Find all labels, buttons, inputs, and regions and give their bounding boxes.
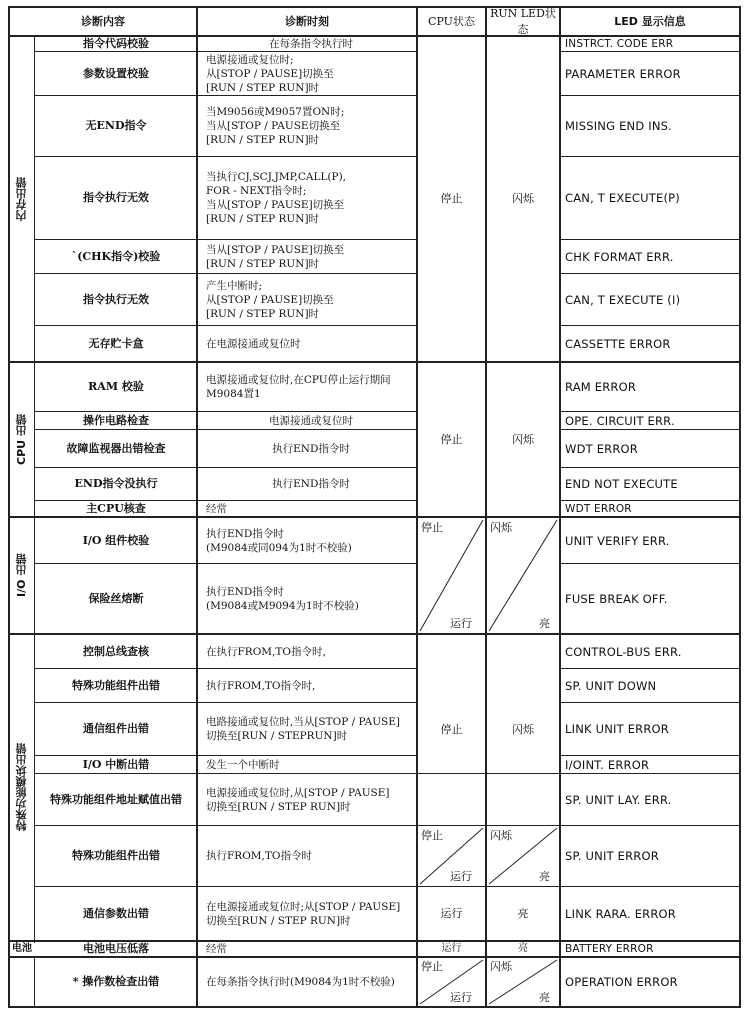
run-led-battery: 亮 bbox=[518, 943, 528, 954]
diagnosis-time bbox=[198, 52, 416, 95]
diagnosis-content: 主CPU核查 bbox=[86, 501, 146, 515]
diagnosis-time-line: 当M9056或M9057置ON时; bbox=[206, 106, 345, 118]
diagnosis-time-line: 执行FROM,TO指令时, bbox=[206, 679, 316, 692]
led-message: OPE. CIRCUIT ERR. bbox=[565, 413, 675, 428]
diagnosis-content: * 操作数检查出错 bbox=[72, 975, 160, 988]
category-special: 特殊功能模块出错 bbox=[15, 743, 28, 832]
diagnosis-time-line: [RUN / STEP RUN]时 bbox=[206, 307, 320, 320]
diagnosis-time bbox=[198, 412, 416, 429]
diagnosis-content: 无存贮卡盒 bbox=[88, 336, 144, 350]
diagnosis-time-line: 切换至[RUN / STEP RUN]时 bbox=[206, 800, 351, 813]
diagnosis-time-line: 在每条指令执行时 bbox=[269, 38, 353, 50]
diagnosis-time-line: 电源接通或复位时,从[STOP / PAUSE] bbox=[206, 786, 390, 799]
run-led-special: 闪烁 bbox=[512, 723, 534, 736]
diagnosis-table bbox=[8, 6, 741, 1008]
diagnosis-time-line: 在电源接通或复位时;从[STOP / PAUSE] bbox=[206, 900, 401, 913]
cpu-status-link-para: 运行 bbox=[440, 906, 463, 920]
cpu-status-op-run: 运行 bbox=[450, 991, 472, 1004]
diagnosis-time-line: 当从[STOP / PAUSE]切换至 bbox=[206, 199, 345, 211]
run-led-memory: 闪烁 bbox=[512, 192, 534, 205]
led-message: INSTRCT. CODE ERR bbox=[565, 38, 674, 50]
run-led-sp-on: 亮 bbox=[539, 870, 550, 883]
diagnosis-time-line: 当从[STOP / PAUSE切换至 bbox=[206, 120, 341, 132]
diagnosis-time-line: 执行END指令时 bbox=[272, 442, 350, 455]
diagnosis-content: 通信组件出错 bbox=[83, 722, 149, 735]
led-message: LINK RARA. ERROR bbox=[565, 906, 676, 921]
diagnosis-time bbox=[198, 326, 416, 361]
diagnosis-time-line: 当从[STOP / PAUSE]切换至 bbox=[206, 243, 345, 256]
diagnosis-time bbox=[198, 887, 416, 940]
led-message: RAM ERROR bbox=[565, 380, 637, 394]
diagnosis-time bbox=[198, 958, 416, 1006]
diagnosis-time-line: 电源接通或复位时; bbox=[206, 53, 294, 66]
led-message: PARAMETER ERROR bbox=[565, 66, 681, 81]
header-content: 诊断内容 bbox=[81, 14, 125, 28]
diagnosis-content: 特殊功能组件出错 bbox=[72, 678, 160, 692]
diagnosis-content: 参数设置校验 bbox=[83, 66, 149, 80]
led-message: I/OINT. ERROR bbox=[565, 757, 650, 772]
led-message: CAN, T EXECUTE(P) bbox=[565, 191, 680, 205]
diagnosis-time-line: 执行END指令时 bbox=[206, 585, 284, 598]
led-message: CAN, T EXECUTE (I) bbox=[565, 292, 681, 307]
cpu-status-op-stop: 停止 bbox=[421, 960, 443, 973]
run-led-op-on: 亮 bbox=[539, 991, 550, 1004]
diagnosis-content: 指令执行无效 bbox=[83, 292, 149, 306]
diagnosis-time-line: 经常 bbox=[206, 502, 227, 515]
diagnosis-content: `(CHK指令)校验 bbox=[71, 249, 161, 263]
cpu-status-battery: 运行 bbox=[441, 943, 462, 954]
diagnosis-time bbox=[198, 468, 416, 500]
diagnosis-content: 指令代码校验 bbox=[83, 37, 149, 50]
led-message: SP. UNIT ERROR bbox=[565, 849, 659, 863]
diagnosis-time-line: FOR - NEXT指令时; bbox=[206, 185, 307, 197]
diagnosis-time-line: 切换至[RUN / STEPRUN]时 bbox=[206, 730, 348, 742]
diagnosis-time-line: M9084置1 bbox=[206, 388, 261, 400]
led-message: LINK UNIT ERROR bbox=[565, 722, 669, 736]
category-battery: 电池 bbox=[12, 943, 32, 954]
run-led-io-on: 亮 bbox=[539, 617, 550, 630]
diagnosis-content: 指令执行无效 bbox=[83, 191, 149, 204]
diagnosis-time bbox=[198, 703, 416, 755]
diagnosis-time bbox=[198, 774, 416, 825]
cpu-status-special: 停止 bbox=[440, 723, 463, 736]
diagnosis-content: 电池电压低落 bbox=[83, 942, 149, 955]
diagnosis-time bbox=[198, 826, 416, 886]
diagnosis-content: I/O 中断出错 bbox=[82, 757, 150, 771]
diagnosis-time-line: 发生一个中断时 bbox=[206, 758, 280, 771]
diagnosis-content: 保险丝熔断 bbox=[88, 591, 144, 605]
diagnosis-time bbox=[198, 635, 416, 668]
diagnosis-time-line: 在电源接通或复位时 bbox=[206, 337, 301, 350]
cpu-status-cpu: 停止 bbox=[440, 432, 463, 446]
diagnosis-time bbox=[198, 501, 416, 516]
led-message: END NOT EXECUTE bbox=[565, 477, 678, 491]
diagnosis-content: 故障监视器出错检查 bbox=[66, 441, 166, 455]
diagnosis-time-line: [RUN / STEP RUN]时 bbox=[206, 134, 320, 146]
run-led-op-flash: 闪烁 bbox=[490, 960, 512, 973]
cpu-status-sp-stop: 停止 bbox=[421, 829, 443, 842]
diagnosis-content: 无END指令 bbox=[85, 119, 147, 132]
diagnosis-content: END指令没执行 bbox=[74, 477, 158, 490]
header-led: LED 显示信息 bbox=[614, 14, 686, 28]
diagnosis-time-line: 在每条指令执行时(M9084为1时不校验) bbox=[206, 976, 395, 988]
diagnosis-time-line: [RUN / STEP RUN]时 bbox=[206, 257, 320, 270]
run-led-cpu: 闪烁 bbox=[512, 432, 534, 446]
diagnosis-time-line: 执行END指令时 bbox=[272, 478, 350, 490]
diagnosis-time-line: [RUN / STEP RUN]时 bbox=[206, 81, 320, 94]
cpu-status-memory: 停止 bbox=[440, 192, 463, 205]
led-message: SP. UNIT DOWN bbox=[565, 678, 657, 693]
diagnosis-time-line: 从[STOP / PAUSE]切换至 bbox=[206, 67, 334, 80]
led-message: CONTROL-BUS ERR. bbox=[565, 644, 682, 659]
diagnosis-time bbox=[198, 157, 416, 239]
category-memory: 内存出错 bbox=[15, 177, 28, 221]
led-message: UNIT VERIFY ERR. bbox=[565, 533, 670, 548]
diagnosis-time-line: 执行FROM,TO指令时 bbox=[206, 850, 312, 862]
led-message: WDT ERROR bbox=[565, 502, 632, 515]
diagnosis-time bbox=[198, 518, 416, 563]
cpu-status-io-run: 运行 bbox=[450, 617, 472, 630]
diagnosis-content: RAM 校验 bbox=[88, 380, 144, 393]
diagnosis-time bbox=[198, 96, 416, 156]
diagnosis-time-line: 电源接通或复位时,在CPU停止运行期间 bbox=[206, 374, 391, 386]
run-led-sp-flash: 闪烁 bbox=[490, 829, 512, 842]
diagnosis-content: 通信参数出错 bbox=[83, 906, 149, 920]
category-cpu: CPU 出错 bbox=[15, 414, 28, 465]
category-io: I/O 出错 bbox=[15, 553, 28, 598]
diagnosis-time bbox=[198, 669, 416, 702]
diagnosis-time-line: 切换至[RUN / STEP RUN]时 bbox=[206, 914, 351, 927]
diagnosis-time-line: 产生中断时; bbox=[206, 279, 263, 292]
diagnosis-content: 特殊功能组件地址赋值出错 bbox=[50, 792, 182, 806]
diagnosis-content: I/O 组件校验 bbox=[82, 533, 150, 547]
run-led-link-para: 亮 bbox=[517, 906, 529, 920]
led-message: CASSETTE ERROR bbox=[565, 336, 671, 351]
diagnosis-time bbox=[198, 430, 416, 467]
diagnosis-time bbox=[198, 37, 416, 51]
header-time: 诊断时刻 bbox=[285, 14, 329, 28]
diagnosis-time bbox=[198, 564, 416, 633]
diagnosis-time bbox=[198, 240, 416, 273]
diagnosis-time-line: (M9084或同094为1时不校验) bbox=[206, 541, 352, 554]
header-cpu: CPU状态 bbox=[428, 14, 475, 28]
diagnosis-time bbox=[198, 942, 416, 956]
diagnosis-time-line: 电路接通或复位时,当从[STOP / PAUSE] bbox=[206, 716, 401, 728]
diagnosis-time-line: 从[STOP / PAUSE]切换至 bbox=[206, 293, 334, 306]
diagnosis-time bbox=[198, 274, 416, 325]
run-led-io-flash: 闪烁 bbox=[490, 521, 512, 534]
led-message: FUSE BREAK OFF. bbox=[565, 591, 668, 606]
diagnosis-content: 控制总线查核 bbox=[83, 644, 149, 658]
header-run-led: RUN LED状态 bbox=[490, 6, 556, 36]
diagnosis-time bbox=[198, 756, 416, 773]
cpu-status-sp-run: 运行 bbox=[450, 870, 472, 883]
cpu-status-io-stop: 停止 bbox=[421, 521, 443, 534]
led-message: WDT ERROR bbox=[565, 441, 638, 456]
diagnosis-time-line: 经常 bbox=[206, 943, 227, 955]
led-message: SP. UNIT LAY. ERR. bbox=[565, 792, 672, 807]
diagnosis-time bbox=[198, 363, 416, 411]
diagnosis-time-line: 当执行CJ,SCJ,JMP,CALL(P), bbox=[206, 171, 347, 183]
diagnosis-time-line: 执行END指令时 bbox=[206, 527, 284, 540]
led-message: OPERATION ERROR bbox=[565, 975, 678, 989]
diagnosis-time-line: (M9084或M9094为1时不校验) bbox=[206, 599, 359, 612]
diagnosis-time-line: [RUN / STEP RUN]时 bbox=[206, 213, 320, 225]
diagnosis-content: 特殊功能组件出错 bbox=[72, 849, 160, 862]
diagnosis-content: 操作电路检查 bbox=[83, 413, 149, 427]
led-message: BATTERY ERROR bbox=[565, 943, 654, 955]
led-message: CHK FORMAT ERR. bbox=[565, 249, 674, 264]
diagnosis-time-line: 在执行FROM,TO指令时, bbox=[206, 645, 326, 658]
diagnosis-time-line: 电源接通或复位时 bbox=[269, 414, 353, 427]
led-message: MISSING END INS. bbox=[565, 119, 673, 133]
